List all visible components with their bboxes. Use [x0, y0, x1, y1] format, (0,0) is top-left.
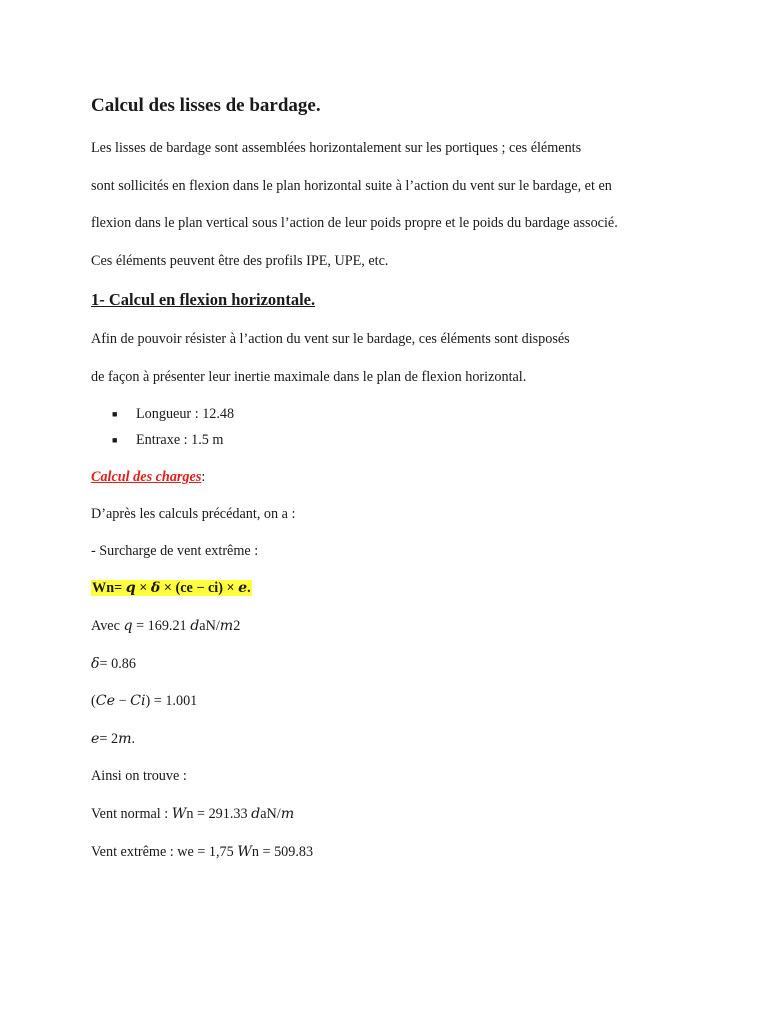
vent-normal-w: 𝑊 [171, 806, 187, 822]
ainsi-line: Ainsi on trouve : [91, 768, 187, 784]
avec-unit-d: 𝑑 [190, 618, 200, 634]
ci-symbol: 𝐶𝑖 [130, 693, 146, 709]
formula-times-3: × [222, 580, 239, 596]
formula-dot: . [247, 580, 251, 596]
formula-times-2: × [160, 580, 176, 596]
vent-normal-d: 𝑑 [251, 806, 261, 822]
vent-normal-value: n = 291.33 [186, 806, 252, 822]
formula-e: 𝒆 [238, 580, 248, 596]
delta-symbol: 𝛿 [91, 656, 100, 672]
avec-unit-m: 𝑚 [219, 618, 234, 634]
formula-lhs: Wn= [92, 580, 126, 596]
avec-prefix: Avec [91, 618, 124, 634]
avec-q-symbol: 𝑞 [123, 618, 133, 634]
avec-unit-an: aN/ [199, 618, 220, 634]
e-dot: . [131, 731, 136, 747]
bullet-entraxe: Entraxe : 1.5 m [136, 432, 224, 448]
section-heading-flexion-horizontale: 1- Calcul en flexion horizontale. [91, 290, 316, 309]
vent-extreme-line [91, 843, 313, 861]
intro-line-2: sont sollicités en flexion dans le plan horizontal suite à l’action du vent sur le bardage, et en [91, 178, 612, 194]
surcharge-line: - Surcharge de vent extrême : [91, 543, 259, 559]
bullet-longueur: Longueur : 12.48 [136, 406, 235, 422]
vent-normal-label: Vent normal : [91, 806, 172, 822]
bullet-square-icon: ■ [112, 409, 118, 419]
formula-q: 𝒒 [125, 580, 136, 596]
avec-q-line [91, 617, 240, 635]
formula-line [91, 579, 252, 597]
intro-line-4: Ces éléments peuvent être des profils IPE, UPE, etc. [91, 253, 389, 269]
e-line [91, 730, 135, 748]
ce-ci-close: ) = 1.001 [145, 693, 198, 709]
formula-delta: 𝜹 [150, 580, 161, 596]
section-paragraph-line-2: de façon à présenter leur inertie maximale dans le plan de flexion horizontal. [91, 369, 527, 385]
intro-line-1: Les lisses de bardage sont assemblées horizontalement sur les portiques ; ces éléments [91, 140, 582, 156]
vent-extreme-label: Vent extrême : we = 1,75 [91, 844, 238, 860]
section-paragraph-line-1: Afin de pouvoir résister à l’action du vent sur le bardage, ces éléments sont disposés [91, 331, 570, 347]
charges-heading-line [91, 468, 205, 486]
vent-normal-m: 𝑚 [280, 806, 295, 822]
e-value: = 2 [99, 731, 119, 747]
vent-extreme-w: 𝑊 [237, 844, 252, 860]
delta-line [91, 655, 136, 673]
avec-value: = 169.21 [132, 618, 191, 634]
avec-unit-2: 2 [233, 618, 241, 634]
formula-highlight [91, 580, 252, 596]
formula-paren: (ce − ci) [175, 580, 223, 596]
charges-heading: Calcul des charges [91, 469, 202, 485]
vent-normal-line [91, 805, 294, 823]
ce-ci-line [91, 692, 197, 710]
formula-times-1: × [135, 580, 151, 596]
page-title: Calcul des lisses de bardage. [91, 95, 321, 116]
ce-ci-open: ( [91, 693, 96, 709]
ce-symbol: 𝐶𝑒 [95, 693, 115, 709]
bullet-square-icon: ■ [112, 435, 118, 445]
vent-extreme-value: n = 509.83 [251, 844, 314, 860]
after-calc-line: D’après les calculs précédant, on a : [91, 506, 296, 522]
charges-heading-colon: : [201, 469, 206, 485]
delta-value: = 0.86 [99, 656, 136, 672]
intro-line-3: flexion dans le plan vertical sous l’action de leur poids propre et le poids du bardage associé. [91, 215, 618, 231]
vent-normal-unit: aN/ [260, 806, 281, 822]
ce-ci-minus: − [115, 693, 131, 709]
e-unit: 𝑚 [118, 731, 132, 747]
e-symbol: 𝑒 [91, 731, 100, 747]
